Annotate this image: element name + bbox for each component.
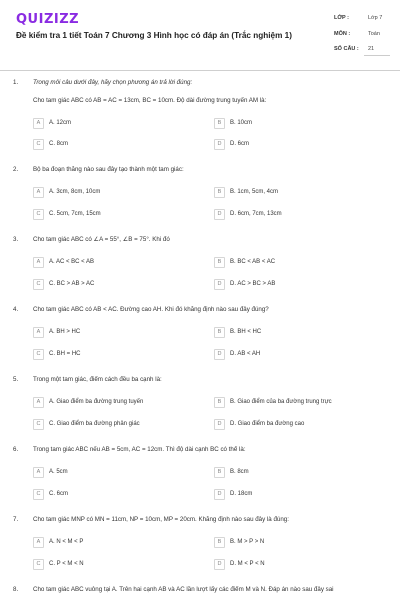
option-text: A. N < M < P (49, 539, 84, 545)
option-text: C. P < M < N (49, 561, 84, 567)
option-letter: D (214, 559, 225, 570)
option-text: B. BH < HC (230, 329, 262, 335)
option-b[interactable] (214, 536, 390, 548)
option-letter: D (214, 489, 225, 500)
question-instruction: Trong mỗi câu dưới đây, hãy chọn phương án trả lời đúng: (33, 79, 193, 86)
option-letter: B (214, 187, 225, 198)
option-c[interactable] (33, 348, 203, 360)
option-text: C. 6cm (49, 491, 69, 497)
option-letter: A (33, 327, 44, 338)
question-text: Trong một tam giác, điểm cách đều ba cạnh là: (33, 376, 162, 383)
question-number: 2. (13, 166, 19, 173)
option-c[interactable] (33, 138, 203, 150)
option-b[interactable] (214, 466, 390, 478)
option-letter: D (214, 279, 225, 290)
question-text: Cho tam giác ABC có AB = AC = 13cm, BC = 10cm. Độ dài đường trung tuyến AM là: (33, 97, 267, 104)
option-a[interactable] (33, 256, 203, 268)
question-number: 7. (13, 516, 19, 523)
question-text: Cho tam giác ABC vuông tại A. Trên hai cạnh AB và AC lần lượt lấy các điểm M và N. Đáp án nào sau đây sai (33, 586, 334, 593)
option-text: A. 5cm (49, 469, 68, 475)
meta-count-underline (364, 55, 390, 56)
option-b[interactable] (214, 326, 390, 338)
option-a[interactable] (33, 396, 203, 408)
option-letter: C (33, 279, 44, 290)
option-letter: A (33, 187, 44, 198)
option-text: B. M > P > N (230, 539, 265, 545)
option-letter: C (33, 489, 44, 500)
document-title: Đề kiểm tra 1 tiết Toán 7 Chương 3 Hình học có đáp án (Trắc nghiệm 1) (16, 31, 292, 40)
option-a[interactable] (33, 466, 203, 478)
option-d[interactable] (214, 348, 390, 360)
option-c[interactable] (33, 558, 203, 570)
option-d[interactable] (214, 418, 390, 430)
option-text: A. 3cm, 8cm, 10cm (49, 189, 101, 195)
option-letter: D (214, 209, 225, 220)
option-text: A. 12cm (49, 120, 72, 126)
option-letter: B (214, 118, 225, 129)
option-c[interactable] (33, 208, 203, 220)
option-text: A. Giao điểm ba đường trung tuyến (49, 399, 144, 405)
option-letter: C (33, 559, 44, 570)
option-letter: A (33, 397, 44, 408)
option-b[interactable] (214, 117, 390, 129)
option-letter: D (214, 419, 225, 430)
option-d[interactable] (214, 488, 390, 500)
option-text: D. AC > BC > AB (230, 281, 276, 287)
option-text: B. 10cm (230, 120, 253, 126)
option-text: D. 6cm (230, 141, 250, 147)
option-d[interactable] (214, 558, 390, 570)
option-letter: D (214, 349, 225, 360)
option-text: C. BC > AB > AC (49, 281, 95, 287)
option-a[interactable] (33, 326, 203, 338)
option-text: D. Giao điểm ba đường cao (230, 421, 305, 427)
header-divider (0, 70, 400, 71)
option-text: D. AB < AH (230, 351, 261, 357)
option-text: C. BH = HC (49, 351, 81, 357)
option-text: D. M < P < N (230, 561, 265, 567)
meta-count-value: 21 (368, 46, 375, 52)
option-text: B. 8cm (230, 469, 249, 475)
option-c[interactable] (33, 418, 203, 430)
question-text: Trong tam giác ABC nếu AB = 5cm, AC = 12cm. Thì độ dài cạnh BC có thể là: (33, 446, 246, 453)
option-text: A. BH > HC (49, 329, 81, 335)
option-letter: A (33, 537, 44, 548)
option-letter: B (214, 397, 225, 408)
option-d[interactable] (214, 138, 390, 150)
option-letter: B (214, 327, 225, 338)
option-b[interactable] (214, 186, 390, 198)
quizizz-logo: QUIZIZZ (16, 12, 80, 27)
option-letter: D (214, 139, 225, 150)
option-letter: A (33, 118, 44, 129)
option-text: B. BC < AB < AC (230, 259, 276, 265)
question-text: Cho tam giác ABC có AB < AC. Đường cao AH. Khi đó khẳng định nào sau đây đúng? (33, 306, 269, 313)
option-text: B. Giao điểm của ba đường trung trực (230, 399, 332, 405)
option-b[interactable] (214, 396, 390, 408)
meta-count-label: SỐ CÂU : (334, 46, 359, 52)
option-letter: A (33, 467, 44, 478)
option-letter: C (33, 349, 44, 360)
option-letter: C (33, 419, 44, 430)
option-c[interactable] (33, 488, 203, 500)
question-text: Cho tam giác MNP có MN = 11cm, NP = 10cm, MP = 20cm. Khẳng định nào sau đây là đúng: (33, 516, 289, 523)
option-a[interactable] (33, 536, 203, 548)
option-text: A. AC < BC < AB (49, 259, 95, 265)
option-a[interactable] (33, 186, 203, 198)
option-text: C. 8cm (49, 141, 69, 147)
meta-grade-value: Lớp 7 (368, 15, 383, 21)
option-letter: C (33, 209, 44, 220)
meta-subject-value: Toán (368, 31, 380, 37)
document-header (0, 0, 400, 70)
option-letter: A (33, 257, 44, 268)
option-letter: B (214, 467, 225, 478)
option-a[interactable] (33, 117, 203, 129)
question-number: 5. (13, 376, 19, 383)
option-text: D. 6cm, 7cm, 13cm (230, 211, 282, 217)
question-text: Bộ ba đoạn thẳng nào sau đây tạo thành một tam giác: (33, 166, 184, 173)
option-letter: B (214, 257, 225, 268)
option-text: D. 18cm (230, 491, 253, 497)
meta-subject-label: MÔN : (334, 31, 351, 37)
option-letter: B (214, 537, 225, 548)
question-number: 1. (13, 79, 19, 86)
question-number: 8. (13, 586, 19, 593)
option-text: C. 5cm, 7cm, 15cm (49, 211, 101, 217)
option-c[interactable] (33, 278, 203, 290)
option-text: C. Giao điểm ba đường phân giác (49, 421, 140, 427)
option-b[interactable] (214, 256, 390, 268)
question-number: 4. (13, 306, 19, 313)
question-number: 6. (13, 446, 19, 453)
option-d[interactable] (214, 278, 390, 290)
question-text: Cho tam giác ABC có ∠A = 55°, ∠B = 75°. Khi đó (33, 236, 170, 243)
option-d[interactable] (214, 208, 390, 220)
option-text: B. 1cm, 5cm, 4cm (230, 189, 279, 195)
option-letter: C (33, 139, 44, 150)
question-number: 3. (13, 236, 19, 243)
meta-grade-label: LỚP : (334, 15, 349, 21)
